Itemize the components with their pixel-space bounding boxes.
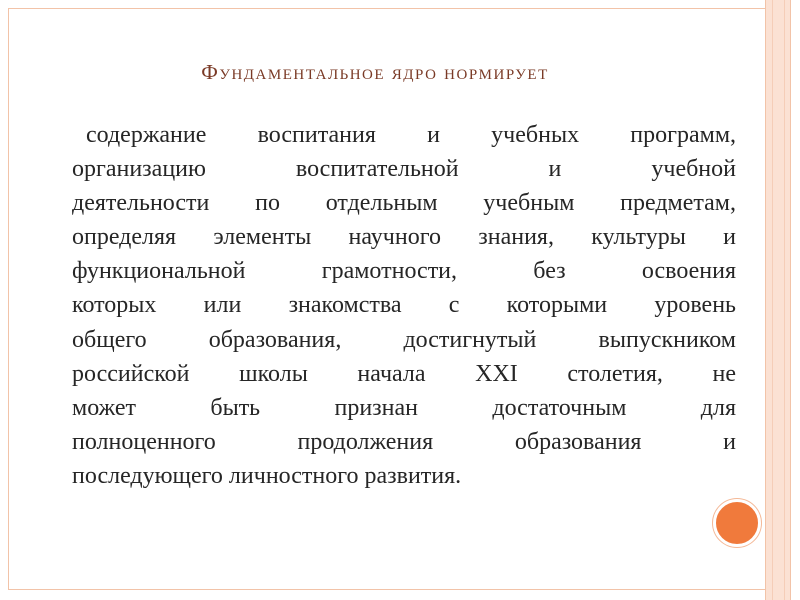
body-line: деятельности по отдельным учебным предметам, [72, 190, 736, 217]
body-line: которых или знакомства с которыми уровень [72, 292, 736, 319]
body-line: может быть признан достаточным для [72, 394, 736, 421]
body-line: содержание воспитания и учебных программ, [86, 122, 736, 148]
decorative-stripe [765, 0, 791, 600]
stripe-line [784, 0, 785, 600]
slide-body-text [72, 118, 736, 493]
body-line: последующего личностного развития. [72, 462, 462, 489]
slide-title: Фундаментальное ядро нормирует [201, 60, 549, 84]
body-line: полноценного продолжения образования и [72, 428, 736, 455]
body-line: функциональной грамотности, без освоения [72, 258, 736, 285]
decorative-circle [713, 499, 761, 547]
body-line: определяя элементы научного знания, культуры и [72, 224, 736, 251]
body-line: российской школы начала XXI столетия, не [72, 360, 736, 387]
body-line: общего образования, достигнутый выпускником [72, 326, 736, 353]
stripe-line [772, 0, 773, 600]
body-line: организацию воспитательной и учебной [72, 156, 736, 183]
